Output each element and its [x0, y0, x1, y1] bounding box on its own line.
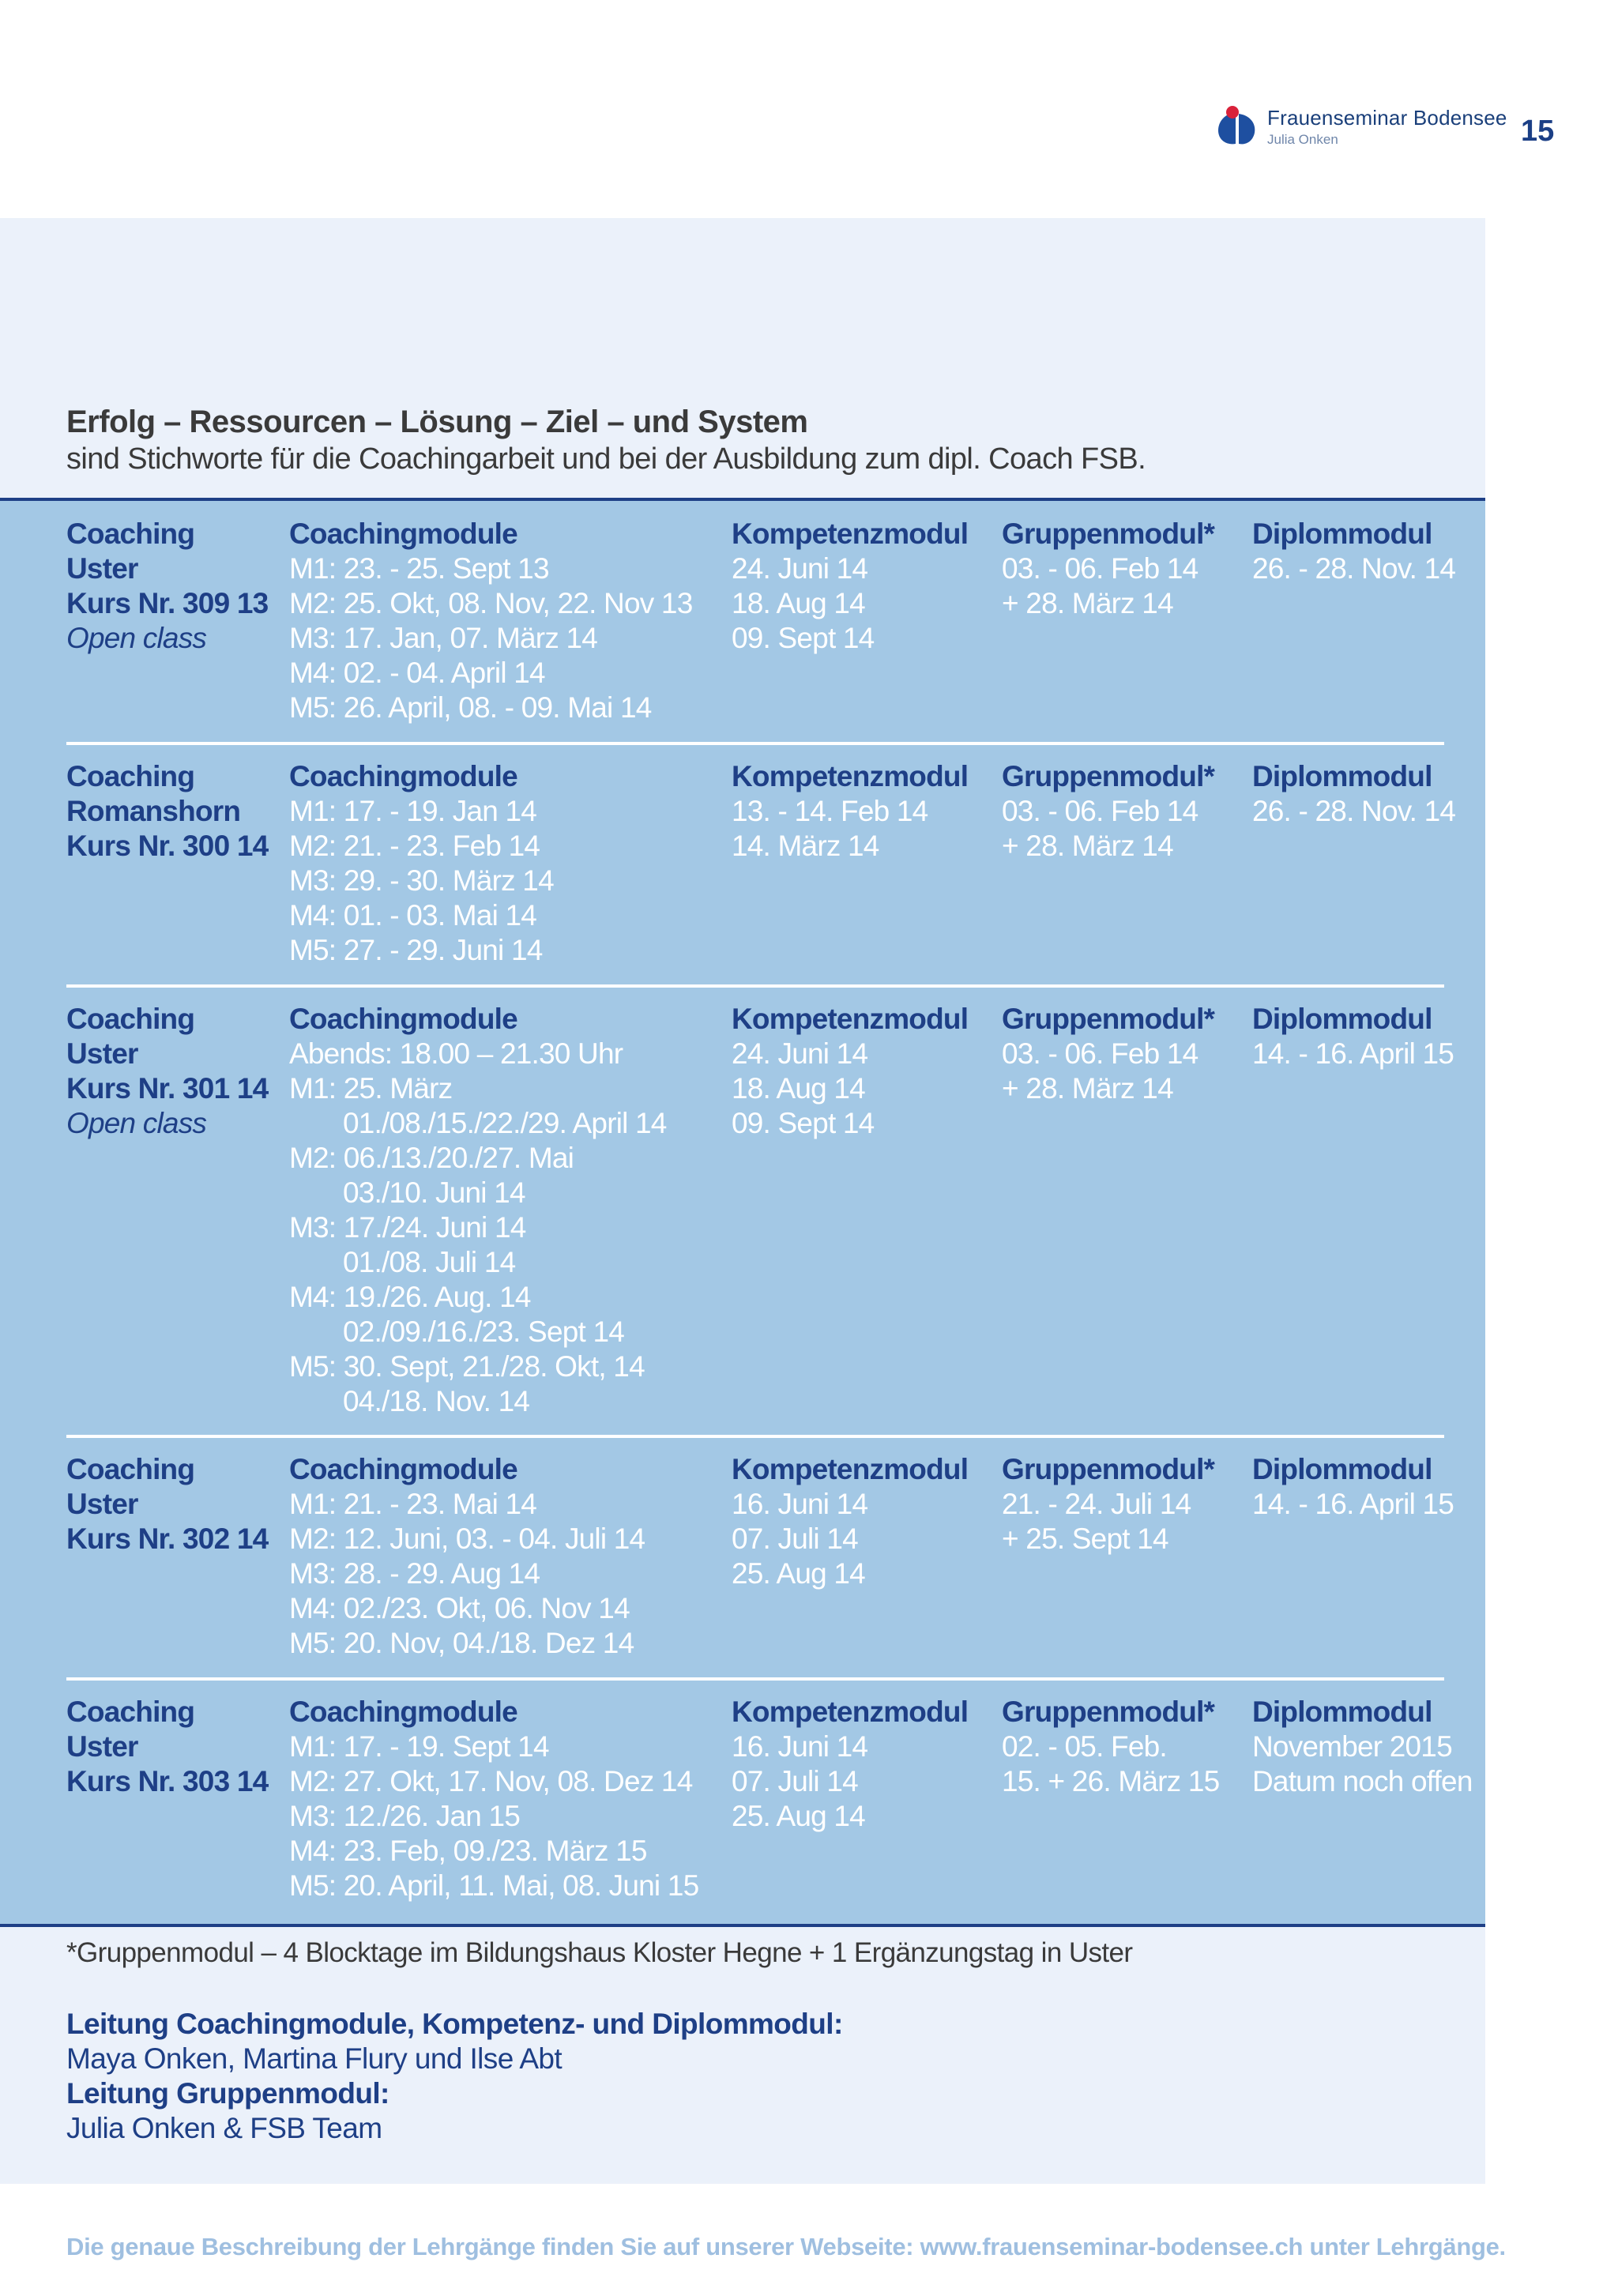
gruppen-date: 03. - 06. Feb 14 — [1002, 552, 1198, 585]
course-label-line: Coaching — [66, 1453, 195, 1485]
module-date: M4: 01. - 03. Mai 14 — [289, 899, 537, 932]
kompetenz-date: 24. Juni 14 — [732, 552, 868, 585]
coachingmodule-heading: Coachingmodule — [289, 760, 517, 792]
course-label-line: Kurs Nr. 302 14 — [66, 1523, 269, 1555]
kompetenzmodul-column — [732, 759, 968, 864]
kompetenzmodul-column — [732, 1695, 968, 1834]
module-date: M1: 23. - 25. Sept 13 — [289, 552, 549, 585]
module-date: M2: 06./13./20./27. Mai — [289, 1142, 574, 1174]
kompetenzmodul-heading: Kompetenzmodul — [732, 518, 969, 550]
course-label — [66, 1452, 268, 1556]
intro-title: Erfolg – Ressourcen – Lösung – Ziel – und System — [66, 405, 808, 439]
diplommodul-heading: Diplommodul — [1252, 1003, 1432, 1035]
module-date: M2: 21. - 23. Feb 14 — [289, 830, 540, 862]
coachingmodule-column — [289, 1452, 645, 1661]
module-date: M3: 17./24. Juni 14 — [289, 1211, 526, 1244]
website-note: Die genaue Beschreibung der Lehrgänge finden Sie auf unserer Webseite: www.frauenseminar-bodensee.ch unter Lehrgänge. — [66, 2233, 1506, 2260]
course-label — [66, 1695, 268, 1799]
module-date: 04./18. Nov. 14 — [343, 1385, 530, 1417]
kompetenzmodul-column — [732, 517, 968, 656]
module-date: M1: 21. - 23. Mai 14 — [289, 1488, 537, 1520]
brand-subtitle: Julia Onken — [1267, 132, 1338, 147]
module-date: 02./09./16./23. Sept 14 — [343, 1315, 625, 1348]
kompetenz-date: 09. Sept 14 — [732, 1107, 875, 1139]
diplom-date: 26. - 28. Nov. 14 — [1252, 795, 1456, 827]
gruppenmodul-heading: Gruppenmodul* — [1002, 1696, 1215, 1728]
kompetenz-date: 07. Juli 14 — [732, 1765, 858, 1797]
diplommodul-column — [1252, 517, 1455, 586]
gruppenmodul-heading: Gruppenmodul* — [1002, 518, 1215, 550]
module-date: M2: 25. Okt, 08. Nov, 22. Nov 13 — [289, 587, 693, 619]
gruppen-date: 02. - 05. Feb. — [1002, 1730, 1167, 1763]
module-date: M3: 29. - 30. März 14 — [289, 864, 554, 897]
coachingmodule-heading: Coachingmodule — [289, 518, 517, 550]
course-label-line: Kurs Nr. 303 14 — [66, 1765, 269, 1797]
coachingmodule-column — [289, 759, 554, 968]
diplommodul-column — [1252, 759, 1455, 829]
module-date: M1: 25. März — [289, 1072, 453, 1105]
diplommodul-column — [1252, 1452, 1454, 1522]
page-number: 15 — [1521, 115, 1555, 148]
gruppen-date: 15. + 26. März 15 — [1002, 1765, 1220, 1797]
coachingmodule-heading: Coachingmodule — [289, 1003, 517, 1035]
gruppenmodul-heading: Gruppenmodul* — [1002, 1003, 1215, 1035]
module-date: M1: 17. - 19. Jan 14 — [289, 795, 537, 827]
module-date: M2: 27. Okt, 17. Nov, 08. Dez 14 — [289, 1765, 693, 1797]
leitung-names-2: Julia Onken & FSB Team — [66, 2112, 382, 2144]
kompetenz-date: 16. Juni 14 — [732, 1488, 868, 1520]
module-date: M5: 20. April, 11. Mai, 08. Juni 15 — [289, 1869, 699, 1902]
kompetenz-date: 09. Sept 14 — [732, 622, 875, 654]
diplommodul-column — [1252, 1695, 1473, 1799]
gruppen-date: + 28. März 14 — [1002, 1072, 1173, 1105]
kompetenz-date: 24. Juni 14 — [732, 1037, 868, 1070]
course-label-line: Romanshorn — [66, 795, 241, 827]
module-date: M5: 30. Sept, 21./28. Okt, 14 — [289, 1350, 645, 1383]
gruppenmodul-heading: Gruppenmodul* — [1002, 760, 1215, 792]
kompetenzmodul-heading: Kompetenzmodul — [732, 1696, 969, 1728]
module-date: M2: 12. Juni, 03. - 04. Juli 14 — [289, 1523, 645, 1555]
diplommodul-heading: Diplommodul — [1252, 760, 1432, 792]
leitung-heading-2: Leitung Gruppenmodul: — [66, 2077, 389, 2110]
course-label-line: Uster — [66, 552, 138, 585]
course-label-line: Coaching — [66, 1003, 195, 1035]
module-date: M5: 26. April, 08. - 09. Mai 14 — [289, 691, 652, 724]
coachingmodule-column — [289, 517, 692, 725]
gruppen-date: + 28. März 14 — [1002, 830, 1173, 862]
diplom-date: 14. - 16. April 15 — [1252, 1037, 1454, 1070]
gruppen-date: + 28. März 14 — [1002, 587, 1173, 619]
module-date: M3: 28. - 29. Aug 14 — [289, 1557, 540, 1590]
footnote: *Gruppenmodul – 4 Blocktage im Bildungshaus Kloster Hegne + 1 Ergänzungstag in Uster — [66, 1937, 1133, 1968]
gruppen-date: 03. - 06. Feb 14 — [1002, 1037, 1198, 1070]
gruppen-date: 03. - 06. Feb 14 — [1002, 795, 1198, 827]
diplom-date: Datum noch offen — [1252, 1765, 1473, 1797]
course-label-line: Uster — [66, 1037, 138, 1070]
kompetenz-date: 07. Juli 14 — [732, 1523, 858, 1555]
kompetenz-date: 25. Aug 14 — [732, 1557, 865, 1590]
module-date: M4: 19./26. Aug. 14 — [289, 1281, 531, 1313]
diplom-date: November 2015 — [1252, 1730, 1452, 1763]
module-date: Abends: 18.00 – 21.30 Uhr — [289, 1037, 623, 1070]
kompetenz-date: 25. Aug 14 — [732, 1800, 865, 1832]
diplommodul-column — [1252, 1002, 1454, 1071]
module-date: M1: 17. - 19. Sept 14 — [289, 1730, 549, 1763]
course-label — [66, 517, 268, 656]
row-separator — [66, 742, 1444, 745]
gruppenmodul-column — [1002, 759, 1214, 864]
module-date: M3: 17. Jan, 07. März 14 — [289, 622, 598, 654]
course-label-line: Coaching — [66, 518, 195, 550]
course-label — [66, 759, 268, 864]
gruppen-date: 21. - 24. Juli 14 — [1002, 1488, 1191, 1520]
course-schedule-table — [0, 498, 1485, 1927]
module-date: M3: 12./26. Jan 15 — [289, 1800, 521, 1832]
intro-subtitle: sind Stichworte für die Coachingarbeit und bei der Ausbildung zum dipl. Coach FSB. — [66, 442, 1146, 476]
kompetenzmodul-column — [732, 1452, 968, 1591]
gruppenmodul-column — [1002, 517, 1214, 621]
module-date: M4: 02./23. Okt, 06. Nov 14 — [289, 1592, 630, 1624]
kompetenzmodul-heading: Kompetenzmodul — [732, 760, 969, 792]
gruppenmodul-heading: Gruppenmodul* — [1002, 1453, 1215, 1485]
leitung-heading-1: Leitung Coachingmodule, Kompetenz- und Diplommodul: — [66, 2008, 843, 2040]
diplommodul-heading: Diplommodul — [1252, 518, 1432, 550]
course-label — [66, 1002, 268, 1141]
open-class-label: Open class — [66, 622, 207, 654]
gruppenmodul-column — [1002, 1695, 1219, 1799]
module-date: 01./08./15./22./29. April 14 — [343, 1107, 667, 1139]
kompetenz-date: 16. Juni 14 — [732, 1730, 868, 1763]
diplom-date: 14. - 16. April 15 — [1252, 1488, 1454, 1520]
kompetenzmodul-heading: Kompetenzmodul — [732, 1003, 969, 1035]
course-label-line: Coaching — [66, 760, 195, 792]
kompetenz-date: 18. Aug 14 — [732, 1072, 865, 1105]
gruppenmodul-column — [1002, 1452, 1214, 1556]
module-date: 01./08. Juli 14 — [343, 1246, 516, 1278]
course-label-line: Kurs Nr. 309 13 — [66, 587, 269, 619]
gruppen-date: + 25. Sept 14 — [1002, 1523, 1168, 1555]
course-label-line: Coaching — [66, 1696, 195, 1728]
coachingmodule-heading: Coachingmodule — [289, 1696, 517, 1728]
brand — [1267, 106, 1507, 148]
kompetenzmodul-heading: Kompetenzmodul — [732, 1453, 969, 1485]
module-date: 03./10. Juni 14 — [343, 1176, 525, 1209]
leitung-section — [66, 2007, 843, 2146]
course-label-line: Kurs Nr. 301 14 — [66, 1072, 269, 1105]
course-label-line: Kurs Nr. 300 14 — [66, 830, 269, 862]
diplommodul-heading: Diplommodul — [1252, 1453, 1432, 1485]
kompetenz-date: 18. Aug 14 — [732, 587, 865, 619]
open-class-label: Open class — [66, 1107, 207, 1139]
row-separator — [66, 984, 1444, 988]
intro — [66, 403, 1251, 477]
frauenseminar-logo-icon — [1215, 104, 1259, 149]
module-date: M4: 23. Feb, 09./23. März 15 — [289, 1835, 647, 1867]
coachingmodule-column — [289, 1695, 698, 1903]
leitung-names-1: Maya Onken, Martina Flury und Ilse Abt — [66, 2042, 563, 2075]
course-label-line: Uster — [66, 1730, 138, 1763]
kompetenzmodul-column — [732, 1002, 968, 1141]
gruppenmodul-column — [1002, 1002, 1214, 1106]
coachingmodule-column — [289, 1002, 667, 1419]
kompetenz-date: 14. März 14 — [732, 830, 879, 862]
module-date: M4: 02. - 04. April 14 — [289, 657, 545, 689]
diplommodul-heading: Diplommodul — [1252, 1696, 1432, 1728]
brand-name: Frauenseminar Bodensee — [1267, 106, 1507, 130]
coachingmodule-heading: Coachingmodule — [289, 1453, 517, 1485]
row-separator — [66, 1677, 1444, 1681]
module-date: M5: 20. Nov, 04./18. Dez 14 — [289, 1627, 634, 1659]
diplom-date: 26. - 28. Nov. 14 — [1252, 552, 1456, 585]
course-label-line: Uster — [66, 1488, 138, 1520]
kompetenz-date: 13. - 14. Feb 14 — [732, 795, 928, 827]
row-separator — [66, 1435, 1444, 1438]
module-date: M5: 27. - 29. Juni 14 — [289, 934, 543, 966]
